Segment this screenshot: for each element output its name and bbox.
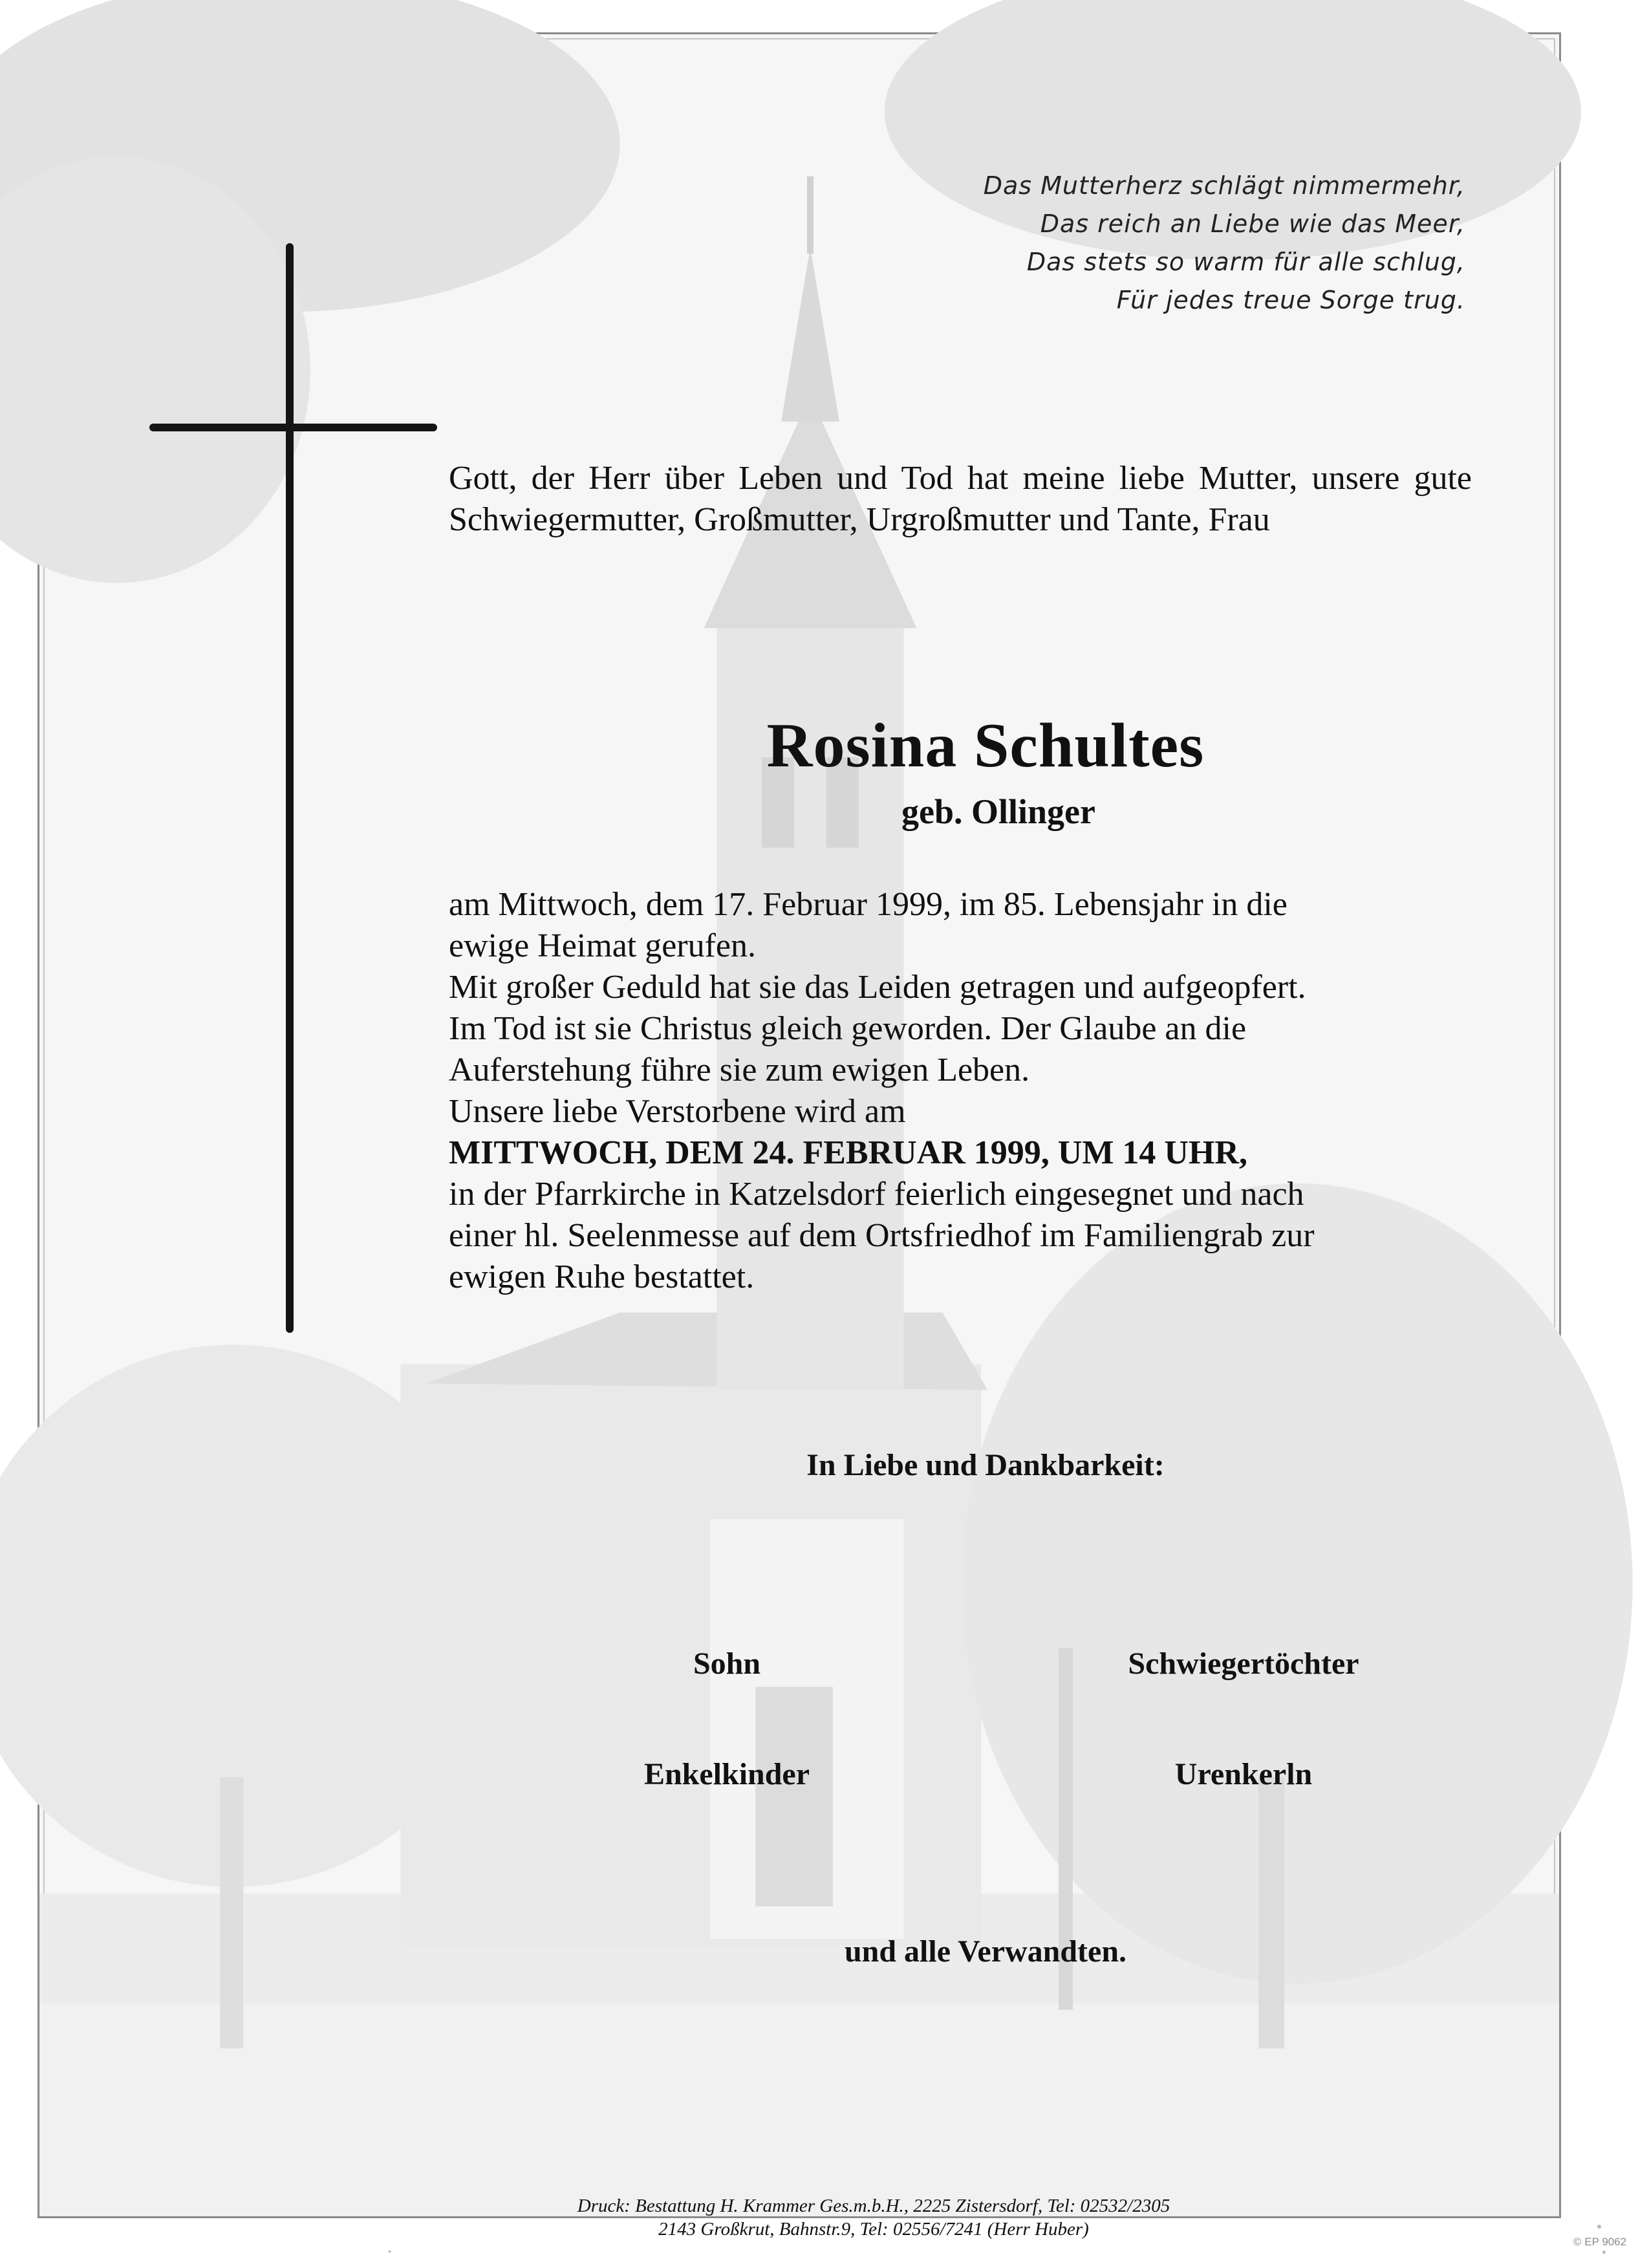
poem-line: Das reich an Liebe wie das Meer, [1040, 210, 1465, 238]
body-line: Im Tod ist sie Christus gleich geworden. Der Glaube an die [449, 1010, 1247, 1047]
body-line: am Mittwoch, dem 17. Februar 1999, im 85. Lebensjahr in die [449, 886, 1288, 923]
deceased-name: Rosina Schultes [766, 711, 1205, 781]
poem [754, 167, 1465, 319]
poem-line: Das Mutterherz schlägt nimmermehr, [983, 171, 1465, 200]
intro-text: Gott, der Herr über Leben und Tod hat meine liebe Mutter, unsere gute Schwiegermutter, Großmutter, Urgroßmutter und Tante, Frau [449, 460, 1472, 538]
funeral-date-line: MITTWOCH, DEM 24. FEBRUAR 1999, UM 14 UHR, [449, 1134, 1247, 1171]
page-frame [38, 32, 1561, 2240]
body-line: Auferstehung führe sie zum ewigen Leben. [449, 1052, 1030, 1088]
tree-trunk-left [220, 1777, 243, 2048]
body-line: ewigen Ruhe bestattet. [449, 1258, 755, 1295]
road-shape [39, 2003, 1559, 2216]
relative-urenkerln: Urenkerln [1174, 1757, 1313, 1791]
relative-sohn: Sohn [693, 1647, 761, 1681]
church-door [755, 1687, 833, 1906]
cross-icon-bar [149, 424, 437, 431]
body-line: Mit großer Geduld hat sie das Leiden getragen und aufgeopfert. [449, 969, 1306, 1006]
body-line: ewige Heimat gerufen. [449, 927, 757, 964]
maiden-name: geb. Ollinger [901, 792, 1095, 831]
printer-imprint [389, 2194, 1359, 2241]
poem-line: Das stets so warm für alle schlug, [1026, 248, 1465, 276]
printer-line: 2143 Großkrut, Bahnstr.9, Tel: 02556/7241 (Herr Huber) [658, 2219, 1089, 2240]
relative-enkelkinder: Enkelkinder [643, 1757, 810, 1791]
poem-line: Für jedes treue Sorge trug. [1116, 286, 1465, 314]
scan-speck [1602, 2251, 1606, 2254]
closing-phrase: In Liebe und Dankbarkeit: [806, 1448, 1165, 1482]
relative-schwiegertoechter: Schwiegertöchter [1128, 1647, 1359, 1681]
body-line: in der Pfarrkirche in Katzelsdorf feierlich eingesegnet und nach [449, 1176, 1304, 1213]
body-line: einer hl. Seelenmesse auf dem Ortsfriedhof im Familiengrab zur [449, 1217, 1315, 1254]
scan-speck [388, 2251, 391, 2252]
cross-icon [286, 243, 294, 1333]
scan-speck [1597, 2225, 1601, 2229]
final-line: und alle Verwandten. [844, 1934, 1127, 1969]
body-line: Unsere liebe Verstorbene wird am [449, 1093, 906, 1130]
printer-line: Druck: Bestattung H. Krammer Ges.m.b.H., 2225 Zistersdorf, Tel: 02532/2305 [577, 2196, 1170, 2216]
announcement-body [449, 884, 1472, 1298]
tree-trunk-right [1258, 1777, 1284, 2048]
form-code: © EP 9062 [1573, 2236, 1627, 2248]
